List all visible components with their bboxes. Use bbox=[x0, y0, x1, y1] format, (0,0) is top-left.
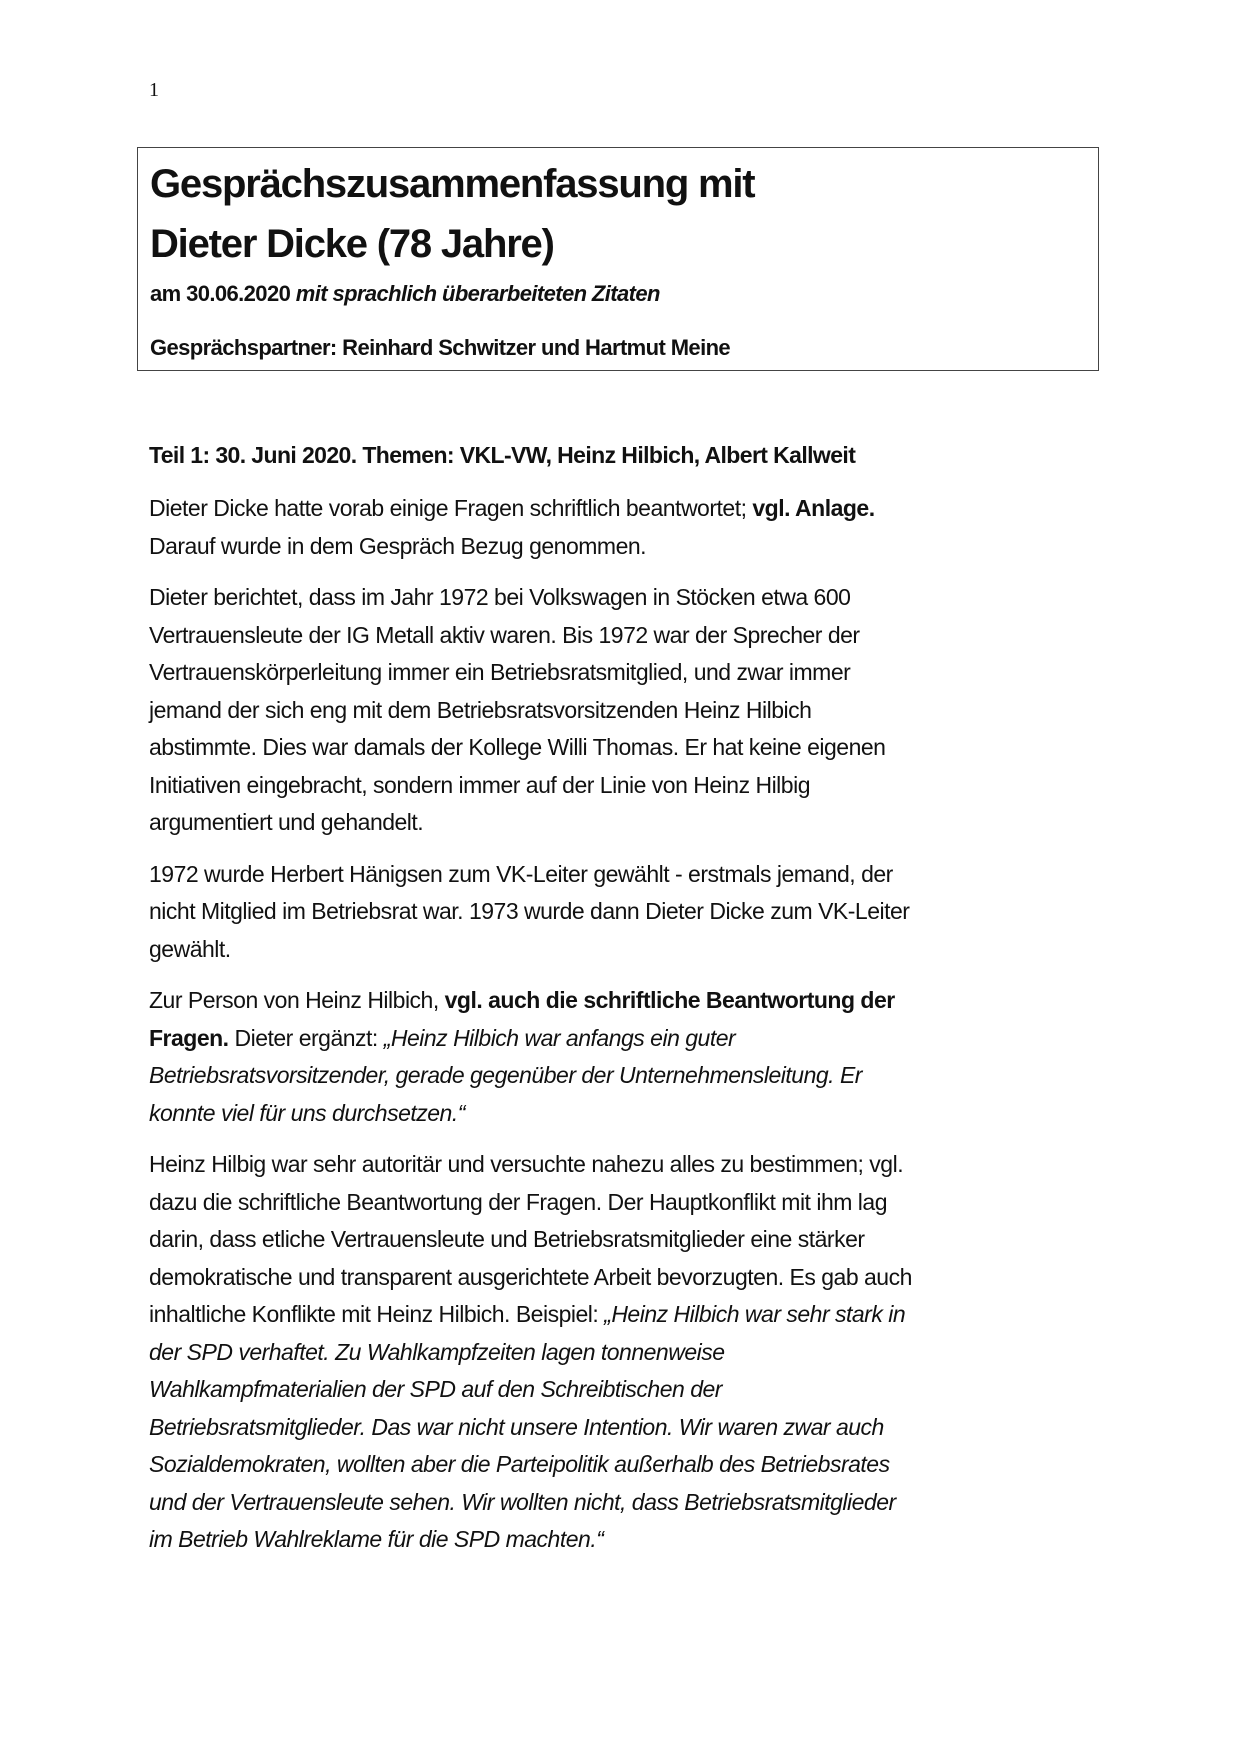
quote-line: im Betrieb Wahlreklame für die SPD machten.“ bbox=[149, 1526, 604, 1552]
text-line: darin, dass etliche Vertrauensleute und Betriebsratsmitglieder eine stärker bbox=[149, 1226, 865, 1252]
conversation-partners: Gesprächspartner: Reinhard Schwitzer und Hartmut Meine bbox=[150, 335, 731, 360]
text-span: Dieter Dicke hatte vorab einige Fragen schriftlich beantwortet; bbox=[149, 495, 753, 521]
paragraph-4 bbox=[149, 982, 1099, 1132]
quote-line: der SPD verhaftet. Zu Wahlkampfzeiten lagen tonnenweise bbox=[149, 1338, 725, 1365]
annex-reference: vgl. Anlage. bbox=[752, 495, 875, 521]
text-line: 1972 wurde Herbert Hänigsen zum VK-Leiter gewählt - erstmals jemand, der bbox=[149, 860, 893, 887]
text-line: argumentiert und gehandelt. bbox=[149, 809, 424, 835]
quote-line: Betriebsratsmitglieder. Das war nicht unsere Intention. Wir waren zwar auch bbox=[149, 1413, 884, 1440]
text-span: Dieter ergänzt: bbox=[228, 1024, 384, 1051]
text-line: jemand der sich eng mit dem Betriebsratsvorsitzenden Heinz Hilbich bbox=[149, 696, 812, 723]
document-title-line-1: Gesprächszusammenfassung mit bbox=[150, 162, 755, 206]
text-line: Heinz Hilbig war sehr autoritär und versuchte nahezu alles zu bestimmen; vgl. bbox=[149, 1151, 904, 1177]
paragraph-5 bbox=[149, 1146, 1099, 1559]
paragraph-1 bbox=[149, 490, 1099, 565]
quote-line: Sozialdemokraten, wollten aber die Parteipolitik außerhalb des Betriebsrates bbox=[149, 1451, 890, 1477]
document-date-subtitle bbox=[150, 280, 1098, 308]
quotes-note: mit sprachlich überarbeiteten Zitaten bbox=[295, 281, 660, 306]
text-line: nicht Mitglied im Betriebsrat war. 1973 wurde dann Dieter Dicke zum VK-Leiter bbox=[149, 898, 910, 924]
page-number: 1 bbox=[149, 79, 159, 101]
text-line bbox=[149, 490, 1099, 528]
text-line bbox=[149, 1020, 1099, 1058]
quote-line: und der Vertrauensleute sehen. Wir wollten nicht, dass Betriebsratsmitglieder bbox=[149, 1488, 896, 1515]
written-answers-reference: vgl. auch die schriftliche Beantwortung der bbox=[444, 987, 895, 1013]
date-text: am 30.06.2020 bbox=[150, 281, 296, 306]
quote-text: „Heinz Hilbich war anfangs ein guter bbox=[383, 1024, 736, 1051]
section-heading: Teil 1: 30. Juni 2020. Themen: VKL-VW, Heinz Hilbich, Albert Kallweit bbox=[149, 442, 856, 468]
quote-line: konnte viel für uns durchsetzen.“ bbox=[149, 1099, 465, 1126]
title-box bbox=[137, 147, 1099, 371]
text-line: Vertrauensleute der IG Metall aktiv waren. Bis 1972 war der Sprecher der bbox=[149, 621, 860, 648]
text-line: Initiativen eingebracht, sondern immer auf der Linie von Heinz Hilbig bbox=[149, 771, 810, 798]
paragraph-2 bbox=[149, 579, 1099, 842]
text-line: gewählt. bbox=[149, 935, 231, 962]
text-line: demokratische und transparent ausgerichtete Arbeit bevorzugten. Es gab auch bbox=[149, 1263, 912, 1290]
paragraph-3 bbox=[149, 856, 1099, 969]
document-title-line-2: Dieter Dicke (78 Jahre) bbox=[150, 222, 554, 266]
text-line bbox=[149, 1296, 1099, 1334]
text-span: inhaltliche Konflikte mit Heinz Hilbich. Beispiel: bbox=[149, 1301, 605, 1327]
text-line: Darauf wurde in dem Gespräch Bezug genommen. bbox=[149, 532, 647, 559]
quote-text: „Heinz Hilbich war sehr stark in bbox=[604, 1301, 906, 1327]
written-answers-reference-end: Fragen. bbox=[149, 1024, 229, 1051]
text-line bbox=[149, 982, 1099, 1020]
quote-line: Wahlkampfmaterialien der SPD auf den Schreibtischen der bbox=[149, 1376, 722, 1402]
text-line: abstimmte. Dies war damals der Kollege Willi Thomas. Er hat keine eigenen bbox=[149, 734, 886, 760]
text-span: Zur Person von Heinz Hilbich, bbox=[149, 987, 445, 1013]
document-body bbox=[149, 440, 1099, 1573]
text-line: Vertrauenskörperleitung immer ein Betriebsratsmitglied, und zwar immer bbox=[149, 659, 851, 685]
text-line: Dieter berichtet, dass im Jahr 1972 bei Volkswagen in Stöcken etwa 600 bbox=[149, 584, 851, 610]
text-line: dazu die schriftliche Beantwortung der Fragen. Der Hauptkonflikt mit ihm lag bbox=[149, 1188, 887, 1215]
quote-line: Betriebsratsvorsitzender, gerade gegenüber der Unternehmensleitung. Er bbox=[149, 1062, 862, 1088]
